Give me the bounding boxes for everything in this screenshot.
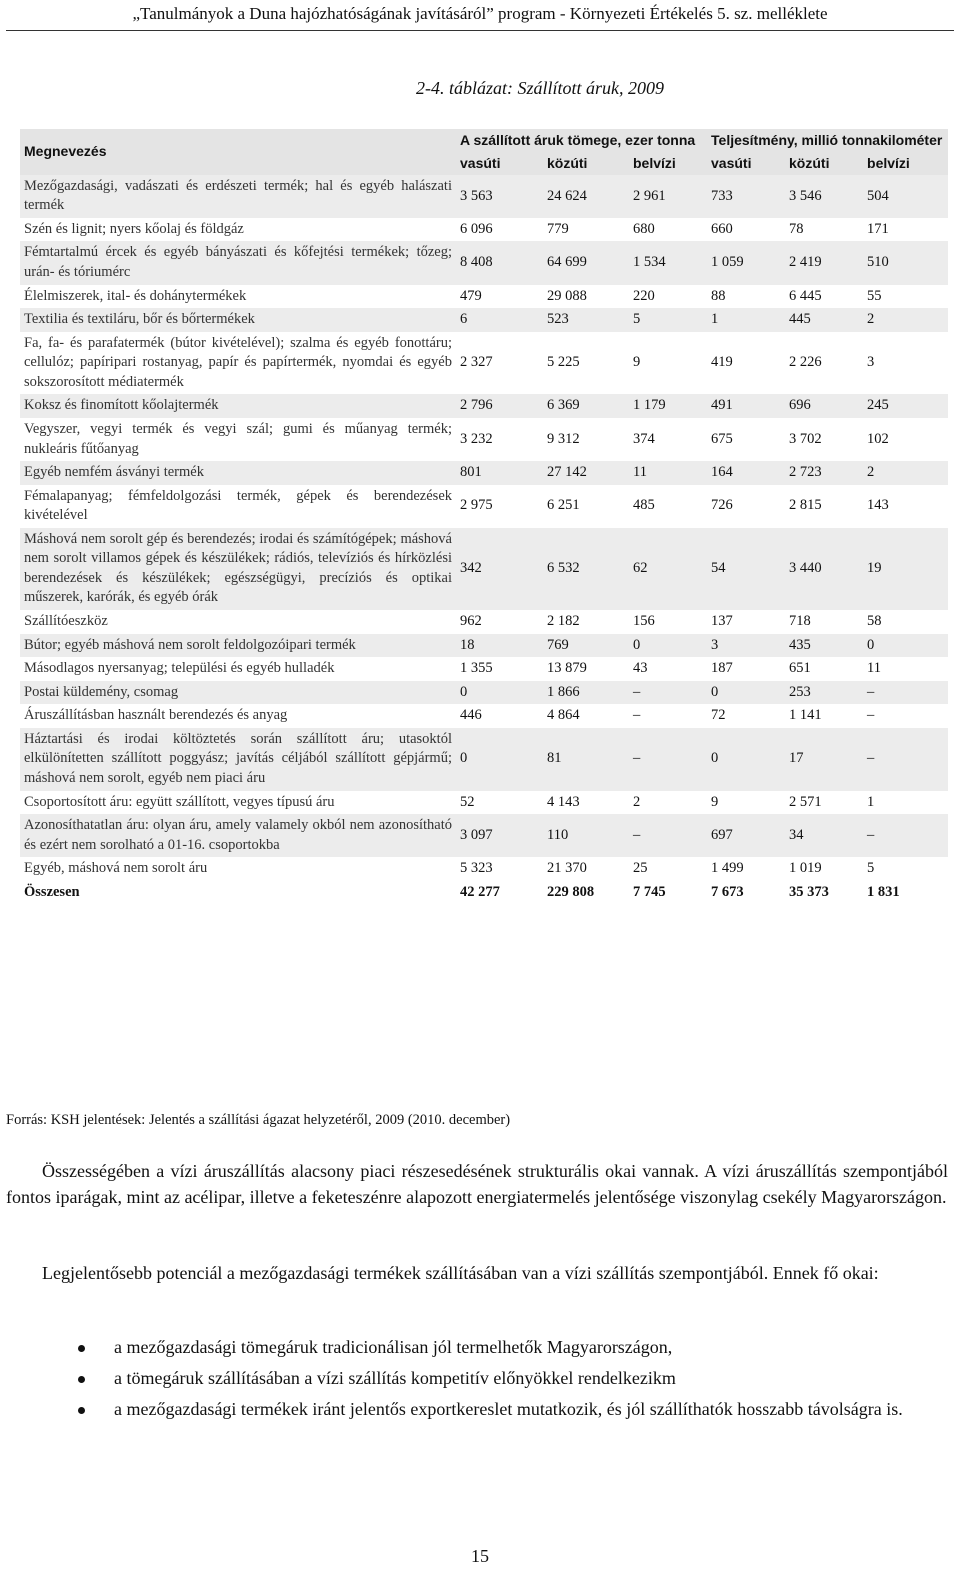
table-row — [20, 332, 948, 395]
value-cell: 52 — [460, 793, 475, 810]
goods-table — [20, 129, 948, 904]
value-cell: 156 — [633, 613, 655, 630]
header-divider — [6, 30, 954, 31]
row-label: Egyéb nemfém ásványi termék — [20, 461, 456, 485]
bullet-dot-icon — [78, 1345, 85, 1352]
value-cell: 962 — [460, 613, 482, 630]
value-cell: 523 — [543, 308, 629, 332]
value-cell: 419 — [711, 354, 733, 371]
value-cell: 1 179 — [629, 394, 707, 418]
row-label: Áruszállításban használt berendezés és anyag — [24, 707, 288, 724]
value-cell: 78 — [789, 220, 804, 237]
value-cell: 2 796 — [456, 394, 543, 418]
value-cell: 680 — [633, 220, 655, 237]
subheader-cell: közúti — [785, 152, 863, 175]
value-cell: 81 — [543, 728, 629, 791]
value-cell: 2 571 — [789, 793, 822, 810]
table-row — [20, 634, 948, 658]
value-cell: – — [863, 681, 948, 705]
value-cell: 6 251 — [547, 497, 580, 514]
value-cell: 0 — [456, 728, 543, 791]
value-cell: 34 — [785, 814, 863, 857]
value-cell: 24 624 — [543, 175, 629, 218]
value-cell: 485 — [633, 497, 655, 514]
table-row — [20, 857, 948, 881]
value-cell: 769 — [543, 634, 629, 658]
value-cell: 110 — [543, 814, 629, 857]
bullet-list — [6, 1334, 948, 1427]
value-cell: 2 — [863, 461, 948, 485]
value-cell: 17 — [785, 728, 863, 791]
value-cell: 0 — [629, 634, 707, 658]
value-cell: 2 419 — [785, 241, 863, 284]
value-cell: – — [629, 728, 707, 791]
value-cell: 88 — [711, 287, 726, 304]
value-cell: 446 — [460, 707, 482, 724]
value-cell: 2 723 — [785, 461, 863, 485]
value-cell: 0 — [707, 681, 785, 705]
value-cell: 342 — [456, 528, 543, 610]
value-cell: 2 226 — [789, 354, 822, 371]
group-header-mass: A szállított áruk tömege, ezer tonna — [456, 129, 707, 152]
value-cell: 1 534 — [629, 241, 707, 284]
value-cell: – — [633, 707, 641, 724]
value-cell: 5 323 — [460, 860, 493, 877]
value-cell: – — [867, 707, 875, 724]
subheader-cell: vasúti — [707, 152, 785, 175]
bullet-text: a mezőgazdasági termékek iránt jelentős exportkereslet mutatkozik, és jól szállíthatók hosszabb távolságra is. — [114, 1399, 903, 1419]
column-header-name: Megnevezés — [20, 129, 456, 175]
value-cell: 253 — [785, 681, 863, 705]
value-cell: 5 — [629, 308, 707, 332]
value-cell: 3 — [707, 634, 785, 658]
value-cell: 11 — [629, 461, 707, 485]
value-cell: 1 499 — [711, 860, 744, 877]
document-header: „Tanulmányok a Duna hajózhatóságának javításáról” program - Környezeti Értékelés 5. sz. melléklete — [132, 4, 828, 23]
bullet-dot-icon — [78, 1376, 85, 1383]
value-cell: 660 — [711, 220, 733, 237]
table-row — [20, 610, 948, 634]
value-cell: 0 — [863, 634, 948, 658]
row-label: Mezőgazdasági, vadászati és erdészeti termék; hal és egyéb halászati termék — [20, 175, 456, 218]
value-cell: 13 879 — [547, 660, 587, 677]
row-label: Csoportosított áru: együtt szállított, vegyes típusú áru — [24, 793, 335, 810]
value-cell: 1 355 — [460, 660, 493, 677]
value-cell: 6 — [456, 308, 543, 332]
bullet-text: a tömegáruk szállításában a vízi szállítás kompetitív előnyökkel rendelkezikm — [114, 1368, 676, 1388]
table-row — [20, 728, 948, 791]
row-label: Fémalapanyag; fémfeldolgozási termék, gépek és berendezések kivételével — [24, 487, 452, 524]
value-cell: 8 408 — [456, 241, 543, 284]
table-row — [20, 791, 948, 815]
value-cell: – — [629, 681, 707, 705]
value-cell: 58 — [867, 613, 882, 630]
value-cell: 1 — [867, 793, 875, 810]
bullet-text: a mezőgazdasági tömegáruk tradicionálisan jól termelhetők Magyarországon, — [114, 1337, 673, 1357]
value-cell: 726 — [711, 497, 733, 514]
value-cell: 779 — [547, 220, 569, 237]
value-cell: 72 — [711, 707, 726, 724]
value-cell: 5 225 — [547, 354, 580, 371]
row-label: Élelmiszerek, ital- és dohánytermékek — [24, 287, 247, 304]
value-cell: 697 — [707, 814, 785, 857]
value-cell: 21 370 — [547, 860, 587, 877]
value-cell: 3 440 — [785, 528, 863, 610]
table-row — [20, 308, 948, 332]
table-row — [20, 241, 948, 284]
page-number: 15 — [471, 1546, 489, 1566]
value-cell: 9 312 — [547, 430, 580, 447]
value-cell: – — [863, 814, 948, 857]
value-cell: 3 — [867, 354, 875, 371]
value-cell: 3 546 — [785, 175, 863, 218]
value-cell: 733 — [707, 175, 785, 218]
value-cell: 445 — [785, 308, 863, 332]
value-cell: 2 — [633, 793, 641, 810]
value-cell: 6 369 — [543, 394, 629, 418]
value-cell: 6 096 — [460, 220, 493, 237]
body-paragraph: Összességében a vízi áruszállítás alacsony piaci részesedésének strukturális okai vannak. A vízi áruszállítás szempontjából fontos iparágak, mint az acélipar, illetve a feketeszénre alapozott energiatermelés jelentősége viszonylag csekély Magyarországon. — [6, 1161, 948, 1207]
value-cell: 4 143 — [547, 793, 580, 810]
bullet-item — [6, 1396, 948, 1422]
value-cell: 696 — [785, 394, 863, 418]
value-cell: 675 — [711, 430, 733, 447]
row-label: Háztartási és irodai költöztetés során szállított áru; utasoktól elkülönítetten szállított poggyász; javítás céljából szállított gépjármű; máshová nem sorolt, egyéb nem piaci áru — [20, 728, 456, 791]
value-cell: 504 — [863, 175, 948, 218]
row-label: Szállítóeszköz — [24, 613, 108, 630]
value-cell: 491 — [707, 394, 785, 418]
value-cell: 164 — [707, 461, 785, 485]
subheader-cell: közúti — [543, 152, 629, 175]
row-label: Szén és lignit; nyers kőolaj és földgáz — [24, 220, 244, 237]
value-cell: – — [863, 728, 948, 791]
subheader-cell: vasúti — [456, 152, 543, 175]
total-row — [20, 881, 948, 905]
row-label: Másodlagos nyersanyag; települési és egyéb hulladék — [24, 660, 335, 677]
value-cell: 2 327 — [460, 354, 493, 371]
value-cell: 1 141 — [789, 707, 822, 724]
total-value-cell: 7 673 — [711, 883, 744, 900]
table-row — [20, 175, 948, 218]
value-cell: 3 097 — [456, 814, 543, 857]
table-row — [20, 657, 948, 681]
total-value-cell: 229 808 — [547, 883, 595, 900]
value-cell: 6 532 — [543, 528, 629, 610]
value-cell: 651 — [789, 660, 811, 677]
total-value-cell: 42 277 — [460, 883, 500, 900]
value-cell: 54 — [707, 528, 785, 610]
value-cell: 435 — [785, 634, 863, 658]
value-cell: 11 — [867, 660, 881, 677]
value-cell: 2 961 — [629, 175, 707, 218]
value-cell: 9 — [633, 354, 641, 371]
table-row — [20, 394, 948, 418]
bullet-item — [6, 1334, 948, 1360]
table-row — [20, 528, 948, 610]
value-cell: – — [629, 814, 707, 857]
table-row — [20, 285, 948, 309]
value-cell: 5 — [867, 860, 875, 877]
value-cell: 0 — [707, 728, 785, 791]
bullet-dot-icon — [78, 1407, 85, 1414]
value-cell: 43 — [633, 660, 648, 677]
bullet-item — [6, 1365, 948, 1391]
body-paragraph: Legjelentősebb potenciál a mezőgazdasági termékek szállításában van a vízi szállítás szempontjából. Ennek fő okai: — [42, 1263, 879, 1283]
value-cell: 25 — [633, 860, 648, 877]
value-cell: 55 — [867, 287, 882, 304]
value-cell: 245 — [863, 394, 948, 418]
table-row — [20, 461, 948, 485]
value-cell: 64 699 — [543, 241, 629, 284]
table-row — [20, 681, 948, 705]
value-cell: 2 — [863, 308, 948, 332]
table-row — [20, 485, 948, 528]
row-label: Máshová nem sorolt gép és berendezés; irodai és számítógépek; máshová nem sorolt villamos gépek és készülékek; rádiós, televíziós és hírközlési berendezések és készülékek; egészségügyi, precíziós és optikai műszerek, karórák, és egyéb órák — [20, 528, 456, 610]
subheader-cell: belvízi — [863, 152, 948, 175]
value-cell: 137 — [711, 613, 733, 630]
value-cell: 3 232 — [460, 430, 493, 447]
value-cell: 1 059 — [707, 241, 785, 284]
value-cell: 1 019 — [789, 860, 822, 877]
row-label: Fa, fa- és parafatermék (bútor kivételével); szalma és egyéb fonottáru; cellulóz; papíripari rostanyag, papír és papírtermék, nyomdai és egyéb sokszorosított médiatermék — [24, 334, 452, 390]
value-cell: 0 — [456, 681, 543, 705]
table-row — [20, 704, 948, 728]
value-cell: 102 — [867, 430, 889, 447]
value-cell: 6 445 — [789, 287, 822, 304]
total-value-cell: 7 745 — [633, 883, 666, 900]
row-label: Textilia és textiláru, bőr és bőrtermékek — [20, 308, 456, 332]
value-cell: 143 — [867, 497, 889, 514]
total-value-cell: 1 831 — [867, 883, 900, 900]
value-cell: 27 142 — [543, 461, 629, 485]
value-cell: 1 — [707, 308, 785, 332]
total-label: Összesen — [24, 883, 80, 900]
value-cell: 718 — [789, 613, 811, 630]
total-value-cell: 35 373 — [789, 883, 829, 900]
value-cell: 18 — [456, 634, 543, 658]
value-cell: 3 563 — [456, 175, 543, 218]
value-cell: 1 866 — [543, 681, 629, 705]
value-cell: 9 — [711, 793, 719, 810]
value-cell: 4 864 — [547, 707, 580, 724]
table-row — [20, 418, 948, 461]
row-label: Bútor; egyéb máshová nem sorolt feldolgozóipari termék — [20, 634, 456, 658]
source-note: Forrás: KSH jelentések: Jelentés a szállítási ágazat helyzetéről, 2009 (2010. december) — [6, 1112, 511, 1128]
value-cell: 2 182 — [547, 613, 580, 630]
value-cell: 19 — [863, 528, 948, 610]
table-caption: 2-4. táblázat: Szállított áruk, 2009 — [415, 78, 664, 98]
row-label: Koksz és finomított kőolajtermék — [20, 394, 456, 418]
value-cell: 2 975 — [460, 497, 493, 514]
value-cell: 187 — [711, 660, 733, 677]
value-cell: 479 — [460, 287, 482, 304]
value-cell: 171 — [867, 220, 889, 237]
row-label: Egyéb, máshová nem sorolt áru — [24, 860, 208, 877]
subheader-cell: belvízi — [629, 152, 707, 175]
value-cell: 62 — [629, 528, 707, 610]
value-cell: 2 815 — [789, 497, 822, 514]
row-label: Azonosíthatatlan áru: olyan áru, amely valamely okból nem azonosítható és ezért nem sorolható a 01-16. csoportokba — [20, 814, 456, 857]
value-cell: 3 702 — [789, 430, 822, 447]
value-cell: 29 088 — [547, 287, 587, 304]
row-label: Fémtartalmú ércek és egyéb bányászati és kőfejtési termékek; tőzeg; urán- és tóriumérc — [20, 241, 456, 284]
row-label: Postai küldemény, csomag — [20, 681, 456, 705]
value-cell: 510 — [863, 241, 948, 284]
row-label: Vegyszer, vegyi termék és vegyi szál; gumi és műanyag termék; nukleáris fűtőanyag — [24, 420, 452, 457]
table-row — [20, 814, 948, 857]
value-cell: 801 — [456, 461, 543, 485]
table-row — [20, 218, 948, 242]
value-cell: 220 — [633, 287, 655, 304]
value-cell: 374 — [633, 430, 655, 447]
group-header-performance: Teljesítmény, millió tonnakilométer — [707, 129, 948, 152]
